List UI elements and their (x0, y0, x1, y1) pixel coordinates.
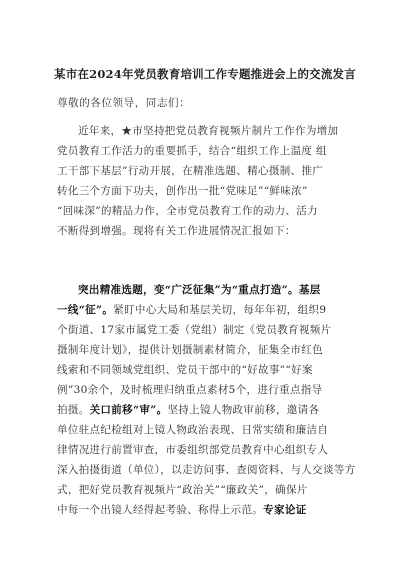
subheading-collect: 一线“征”。 (57, 304, 114, 316)
paragraph-line (57, 280, 357, 300)
paragraph-line: 近年来，★市坚持把党员教育视频片制片工作作为增加 (78, 125, 339, 137)
subheading-review: 关口前移“审”。 (89, 404, 168, 416)
subheading-expert: 专家论证 (263, 504, 307, 516)
paragraph-line: 个街道、17家市属党工委（党组）制定《党员教育视频片 (57, 324, 332, 336)
paragraph-line: 摄制年度计划》，提供计划摄制素材简介，征集全市红色 (57, 344, 323, 356)
document-title: 某市在2024年党员教育培训工作专题推进会上的交流发言 (54, 67, 356, 81)
paragraph-line: 线索和不同领域党组织、党员干部中的“好故事”“好案 (57, 364, 313, 376)
paragraph-line: 不断得到增强。现将有关工作进展情况汇报如下： (57, 225, 296, 237)
paragraph-line: 工干部下基层”行动开展，在精准选题、精心摄制、推广 (57, 165, 324, 177)
section-paragraph (57, 280, 357, 550)
paragraph-line: 转化三个方面下功夫，创作出一批“党味足”“鲜味浓” (57, 185, 308, 197)
paragraph-line: 例”30余个，及时梳理归纳重点素材5个，进行重点指导 (57, 384, 323, 396)
paragraph-line: 深入拍摄街道（单位），以走访问事、查阅资料、与人交谈等方 (57, 464, 356, 476)
intro-paragraph (57, 121, 357, 271)
paragraph-line: 中每一个出镜人经得起考验、称得上示范。专家论证 (57, 504, 307, 516)
paragraph-line: 党员教育工作活力的重要抓手，结合“组织工作上温度 组 (57, 145, 327, 157)
section-heading: 突出精准选题，变“广泛征集”为“重点打造”。基层 (78, 284, 321, 296)
paragraph-line: 一线“征”。紧盯中心大局和基层关切，每年年初，组织9 (57, 304, 327, 316)
paragraph-line: 律情况进行前置审查，市委组织部党员教育中心组织专人 (57, 444, 329, 456)
salutation: 尊敬的各位领导，同志们： (57, 97, 191, 109)
paragraph-line: 拍摄。关口前移“审”。坚持上镜人物政审前移，邀请各 (57, 404, 320, 416)
paragraph-line: 式，把好党员教育视频片“政治关”“廉政关”，确保片 (57, 484, 308, 496)
paragraph-line: “回味深”的精品力作，全市党员教育工作的动力、活力 (57, 205, 318, 217)
paragraph-line: 单位驻点纪检组对上镜人物政治表现、日常实绩和廉洁自 (57, 424, 329, 436)
